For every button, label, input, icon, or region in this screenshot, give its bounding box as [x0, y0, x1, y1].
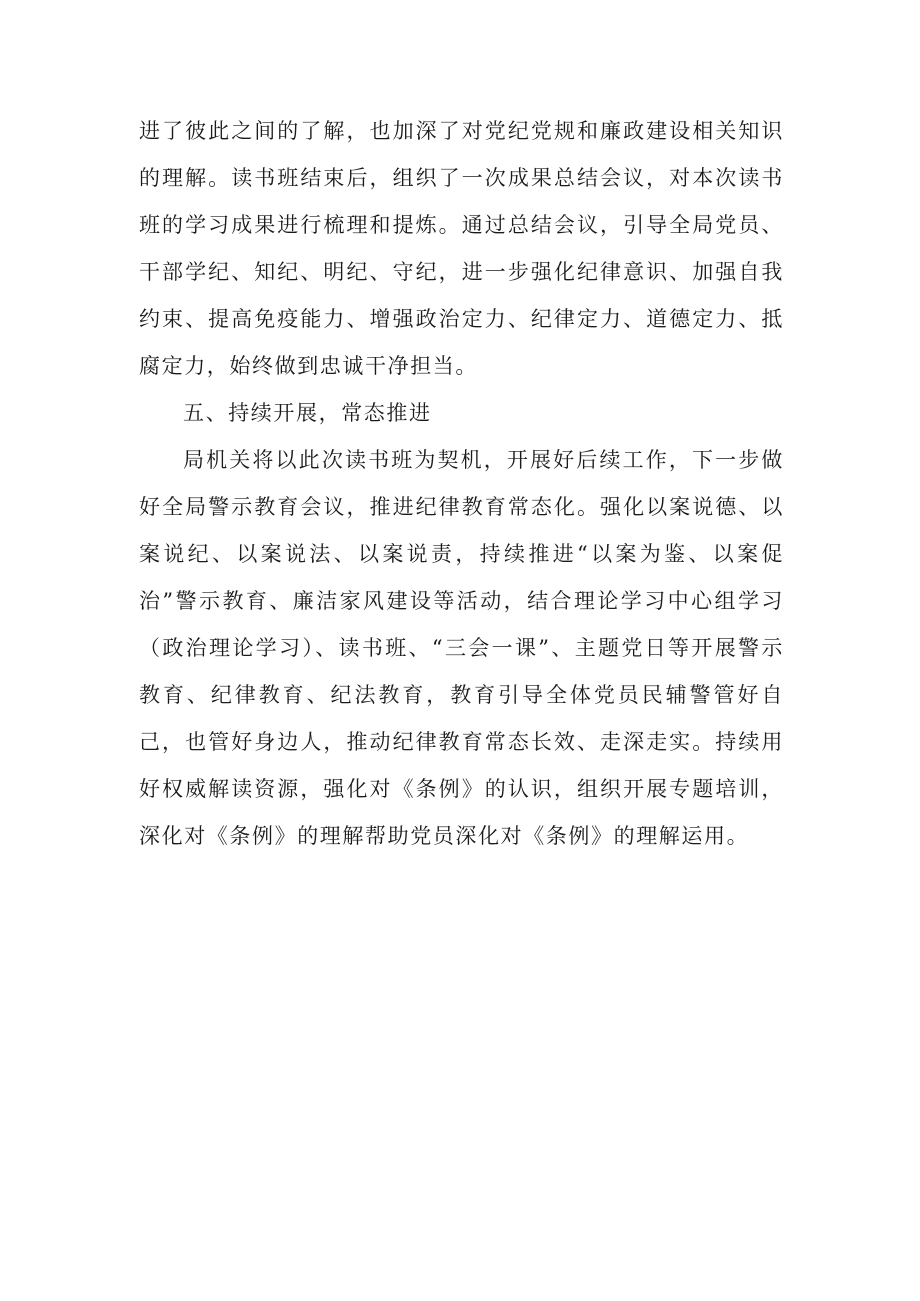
section-heading-5: 五、持续开展，常态推进	[183, 401, 432, 425]
paragraph-next-steps: 局机关将以此次读书班为契机，开展好后续工作，下一步做好全局警示教育会议，推进纪律教育常态化。强化以案说德、以案说纪、以案说法、以案说责，持续推进“以案为鉴、以案促治”警示教育、廉洁家风建设等活动，结合理论学习中心组学习（政治理论学习）、读书班、“三会一课”、主题党日等开展警示教育、纪律教育、纪法教育，教育引导全体党员民辅警管好自己，也管好身边人，推动纪律教育常态长效、走深走实。持续用好权威解读资源，强化对《条例》的认识，组织开展专题培训，深化对《条例》的理解帮助党员深化对《条例》的理解运用。	[139, 448, 784, 848]
paragraph-summary-continued: 进了彼此之间的了解，也加深了对党纪党规和廉政建设相关知识的理解。读书班结束后，组织了一次成果总结会议，对本次读书班的学习成果进行梳理和提炼。通过总结会议，引导全局党员、干部学纪、知纪、明纪、守纪，进一步强化纪律意识、加强自我约束、提高免疫能力、增强政治定力、纪律定力、道德定力、抵腐定力，始终做到忠诚干净担当。	[139, 119, 784, 378]
document-body	[139, 108, 784, 860]
